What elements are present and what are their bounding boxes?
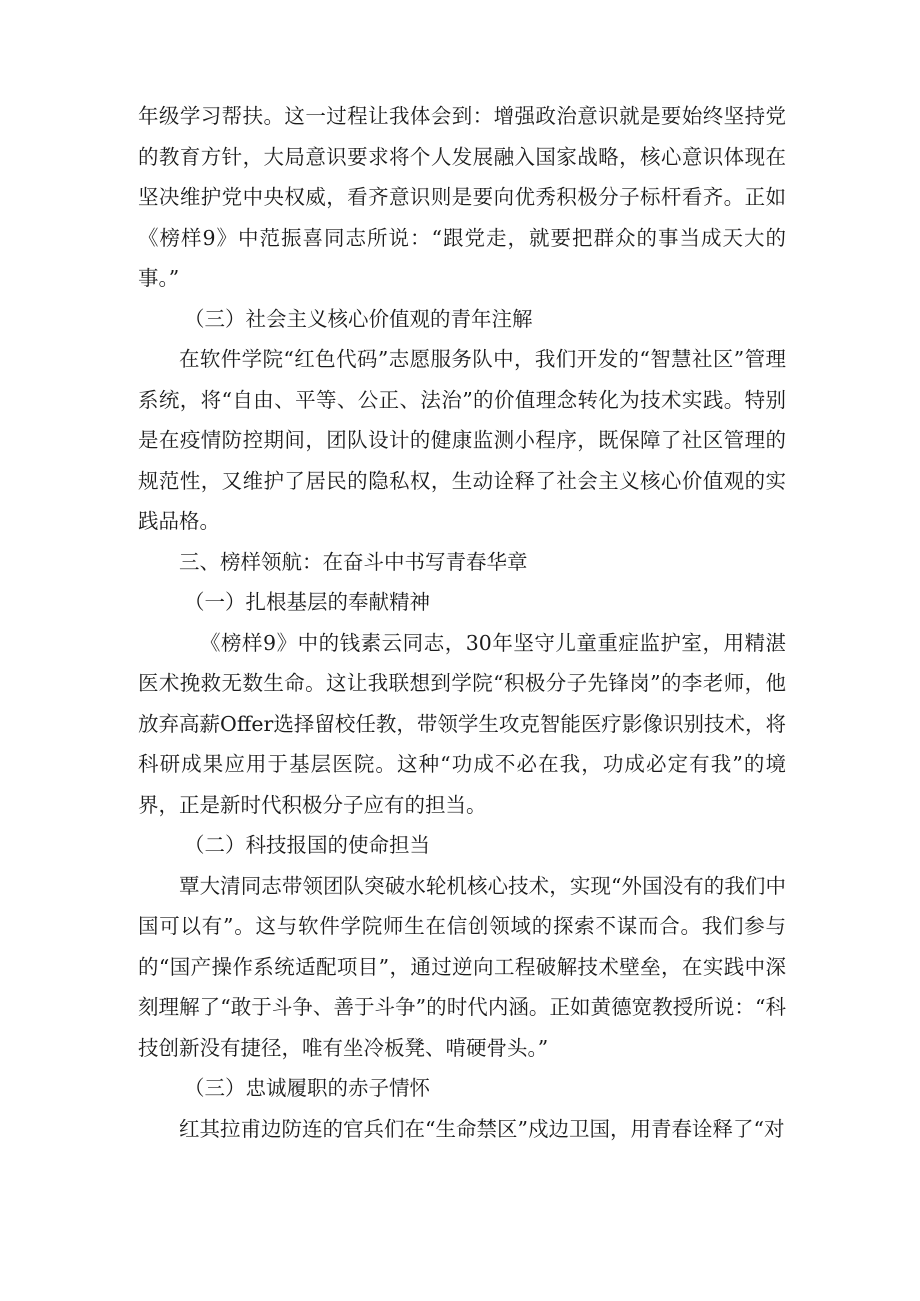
heading-core-values: （三）社会主义核心价值观的青年注解 xyxy=(184,306,533,331)
heading-section-three: 三、榜样领航：在奋斗中书写青春华章 xyxy=(179,549,528,574)
paragraph-border-guards: 红其拉甫边防连的官兵们在“生命禁区”戍边卫国，用青春诠释了“对 xyxy=(179,1116,785,1141)
heading-tech-mission: （二）科技报国的使命担当 xyxy=(184,833,430,857)
paragraph-qin-daqing: 覃大清同志带领团队突破水轮机核心技术，实现“外国没有的我们中国可以有”。这与软件学院师生在信创领域的探索不谋而合。我们参与的“国产操作系统适配项目”，通过逆向工程破解技术壁垒，在实践中深刻理解了“敢于斗争、善于斗争”的时代内涵。正如黄德宽教授所说：“科技创新没有捷径，唯有坐冷板凳、啃硬骨头。” xyxy=(138,873,786,1060)
paragraph-red-code-volunteers: 在软件学院“红色代码”志愿服务队中，我们开发的“智慧社区”管理系统，将“自由、平等、公正、法治”的价值理念转化为技术实践。特别是在疫情防控期间，团队设计的健康监测小程序，既保障了社区管理的规范性，又维护了居民的隐私权，生动诠释了社会主义核心价值观的实践品格。 xyxy=(138,347,786,533)
paragraph-political-awareness: 年级学习帮扶。这一过程让我体会到：增强政治意识就是要始终坚持党的教育方针，大局意识要求将个人发展融入国家战略，核心意识体现在坚决维护党中央权威，看齐意识则是要向优秀积极分子标杆看齐。正如《榜样9》中范振喜同志所说：“跟党走，就要把群众的事当成天大的事。” xyxy=(138,104,786,290)
document-body xyxy=(138,96,786,1149)
heading-grassroots-dedication: （一）扎根基层的奉献精神 xyxy=(184,590,430,614)
paragraph-qian-suyun: 《榜样9》中的钱素云同志，30年坚守儿童重症监护室，用精湛医术挽救无数生命。这让我联想到学院“积极分子先锋岗”的李老师，他放弃高薪Offer选择留校任教，带领学生攻克智能医疗影像识别技术，将科研成果应用于基层医院。这种“功成不必在我，功成必定有我”的境界，正是新时代积极分子应有的担当。 xyxy=(138,630,786,817)
heading-loyal-duty: （三）忠诚履职的赤子情怀 xyxy=(184,1076,430,1100)
